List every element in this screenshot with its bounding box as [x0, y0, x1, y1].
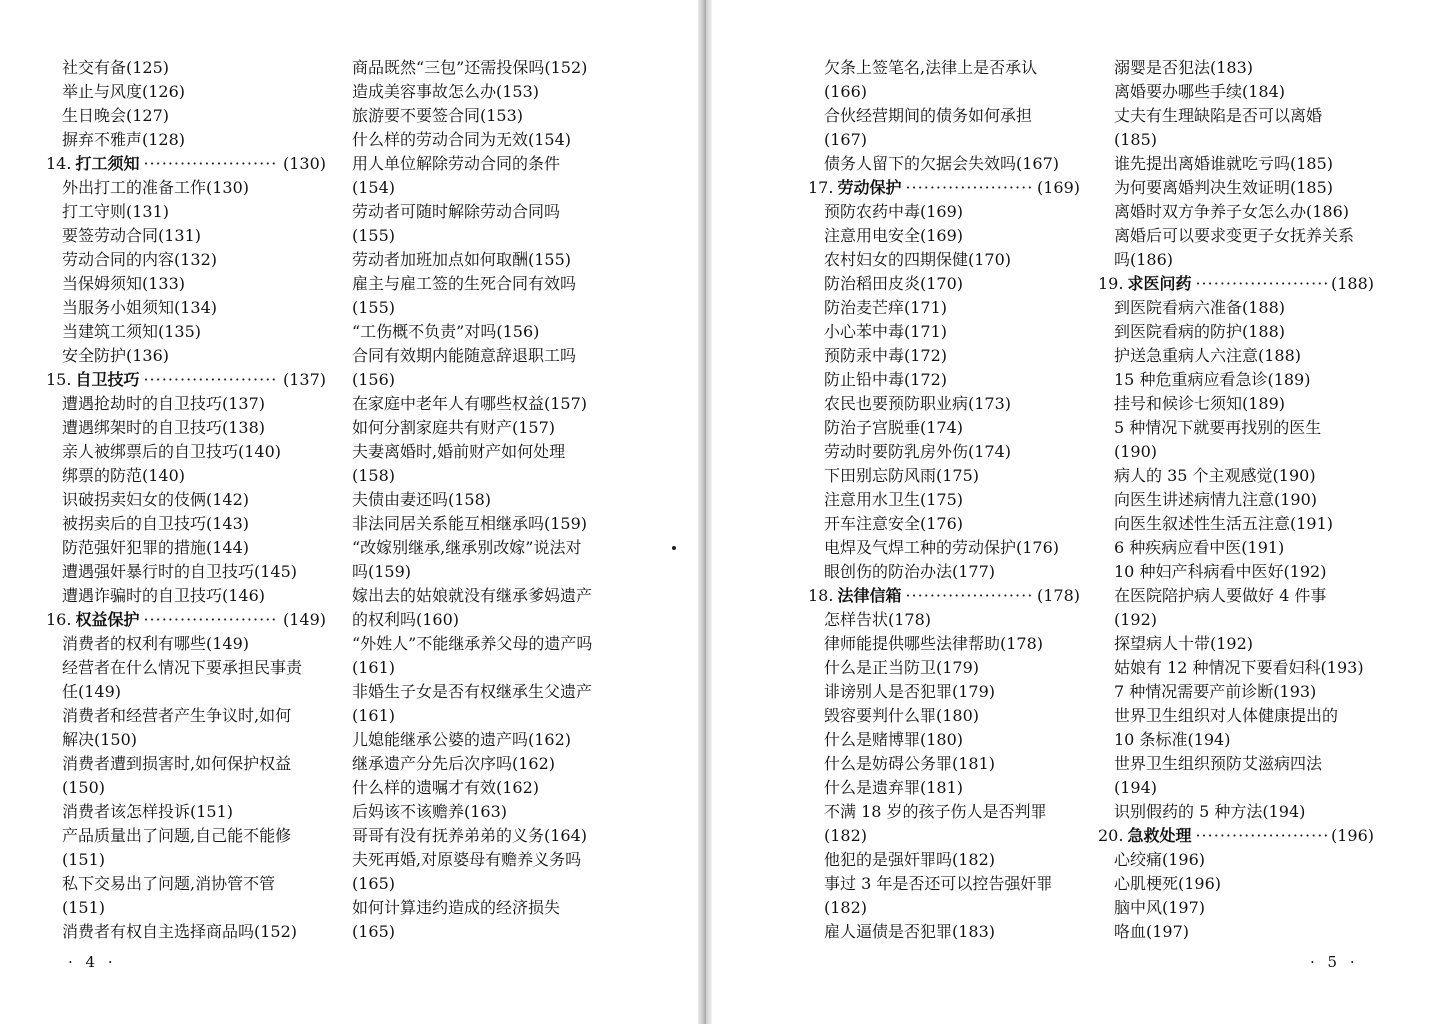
section-heading: [46, 368, 326, 392]
right-page: [712, 0, 1440, 1024]
toc-entry: 在医院陪护病人要做好 4 件事: [1114, 586, 1327, 605]
toc-entry: 向医生叙述性生活五注意(191): [1114, 514, 1334, 533]
section-title: 自卫技巧: [75, 370, 140, 389]
toc-entry: 7 种情况需要产前诊断(193): [1114, 682, 1317, 701]
toc-entry: 探望病人十带(192): [1114, 634, 1254, 653]
toc-entry: 咯血(197): [1114, 922, 1190, 941]
toc-entry-continuation: (185): [1114, 130, 1158, 149]
toc-entry: 预防汞中毒(172): [824, 346, 948, 365]
toc-entry: 什么是妨碍公务罪(181): [824, 754, 996, 773]
toc-entry: 谁先提出离婚谁就吃亏吗(185): [1114, 154, 1334, 173]
toc-entry: 护送急重病人六注意(188): [1114, 346, 1302, 365]
section-number: 15.: [46, 370, 72, 389]
toc-entry: 雇主与雇工签的生死合同有效吗: [352, 274, 577, 293]
section-number: 20.: [1098, 826, 1124, 845]
toc-entry: (155): [352, 226, 396, 245]
toc-entry: 产品质量出了问题,自己能不能修: [62, 826, 292, 845]
toc-entry: 什么是正当防卫(179): [824, 658, 980, 677]
leader-dots: [1195, 824, 1327, 848]
toc-entry: “外姓人”不能继承养父母的遗产吗: [352, 634, 593, 653]
toc-entry: 儿媳能继承公婆的遗产吗(162): [352, 730, 572, 749]
toc-entry: “工伤概不负责”对吗(156): [352, 322, 540, 341]
toc-entry: 在家庭中老年人有哪些权益(157): [352, 394, 588, 413]
section-heading: [1098, 272, 1374, 296]
toc-entry: 夫债由妻还吗(158): [352, 490, 492, 509]
section-page-number: (130): [282, 154, 326, 173]
toc-entry: 商品既然“三包”还需投保吗(152): [352, 58, 588, 77]
toc-entry: 遭遇强奸暴行时的自卫技巧(145): [62, 562, 298, 581]
toc-entry: 15 种危重病应看急诊(189): [1114, 370, 1311, 389]
toc-entry-continuation: (194): [1114, 778, 1158, 797]
leader-dots: [143, 368, 279, 392]
toc-entry-continuation: 解决(150): [62, 730, 138, 749]
toc-entry: (161): [352, 706, 396, 725]
leader-dots: [143, 152, 279, 176]
toc-entry: (158): [352, 466, 396, 485]
toc-entry: 防治稻田皮炎(170): [824, 274, 964, 293]
leader-dots: [905, 176, 1033, 200]
toc-entry: 识破拐卖妇女的伎俩(142): [62, 490, 250, 509]
toc-entry: 被拐卖后的自卫技巧(143): [62, 514, 250, 533]
section-title: 打工须知: [75, 154, 140, 173]
toc-entry: 不满 18 岁的孩子伤人是否判罪: [824, 802, 1047, 821]
toc-entry: (165): [352, 922, 396, 941]
toc-entry: 眼创伤的防治办法(177): [824, 562, 996, 581]
left-page-column-2: [352, 56, 614, 944]
toc-entry-continuation: (151): [62, 898, 106, 917]
toc-entry: 如何计算违约造成的经济损失: [352, 898, 561, 917]
toc-entry: 当服务小姐须知(134): [62, 298, 218, 317]
section-number: 18.: [808, 586, 834, 605]
toc-entry: 合同有效期内能随意辞退职工吗: [352, 346, 577, 365]
section-page-number: (188): [1330, 274, 1374, 293]
toc-entry: 经营者在什么情况下要承担民事责: [62, 658, 303, 677]
section-page-number: (149): [282, 610, 326, 629]
toc-entry: 脑中风(197): [1114, 898, 1206, 917]
toc-entry: 丈夫有生理缺陷是否可以离婚: [1114, 106, 1323, 125]
toc-entry: 合伙经营期间的债务如何承担: [824, 106, 1033, 125]
toc-entry: 消费者遭到损害时,如何保护权益: [62, 754, 292, 773]
leader-dots: [905, 584, 1033, 608]
toc-entry: 离婚要办哪些手续(184): [1114, 82, 1286, 101]
toc-entry: 开车注意安全(176): [824, 514, 964, 533]
toc-entry: 劳动者可随时解除劳动合同吗: [352, 202, 561, 221]
toc-entry: 律师能提供哪些法律帮助(178): [824, 634, 1044, 653]
toc-entry: 生日晚会(127): [62, 106, 170, 125]
toc-entry: 消费者的权利有哪些(149): [62, 634, 250, 653]
toc-entry: 劳动合同的内容(132): [62, 250, 218, 269]
toc-entry: 非法同居关系能互相继承吗(159): [352, 514, 588, 533]
section-number: 17.: [808, 178, 834, 197]
toc-entry: 病人的 35 个主观感觉(190): [1114, 466, 1316, 485]
toc-entry: 绑票的防范(140): [62, 466, 186, 485]
toc-entry: 防治子宫脱垂(174): [824, 418, 964, 437]
toc-entry: 吗(159): [352, 562, 412, 581]
section-page-number: (178): [1036, 586, 1080, 605]
toc-entry: 旅游要不要签合同(153): [352, 106, 524, 125]
right-page-number: · 5 ·: [1310, 953, 1359, 971]
section-heading: [808, 584, 1080, 608]
section-page-number: (196): [1330, 826, 1374, 845]
toc-entry: 什么样的劳动合同为无效(154): [352, 130, 572, 149]
section-heading: [46, 152, 326, 176]
toc-entry: 打工守则(131): [62, 202, 170, 221]
toc-entry: 向医生讲述病情九注意(190): [1114, 490, 1318, 509]
section-title: 权益保护: [75, 610, 140, 629]
left-page: [0, 0, 698, 1024]
toc-entry: 嫁出去的姑娘就没有继承爹妈遗产: [352, 586, 593, 605]
toc-entry: 什么是赌博罪(180): [824, 730, 964, 749]
toc-entry-continuation: (150): [62, 778, 106, 797]
toc-entry-continuation: (166): [824, 82, 868, 101]
toc-entry: 造成美容事故怎么办(153): [352, 82, 540, 101]
toc-entry: 下田别忘防风雨(175): [824, 466, 980, 485]
toc-entry: 电焊及气焊工种的劳动保护(176): [824, 538, 1060, 557]
toc-entry: 毁容要判什么罪(180): [824, 706, 980, 725]
toc-entry: 夫死再婚,对原婆母有赡养义务吗: [352, 850, 582, 869]
left-page-number: · 4 ·: [68, 953, 117, 971]
toc-entry-continuation: (192): [1114, 610, 1158, 629]
book-gutter: [698, 0, 712, 1024]
toc-entry: 后妈该不该赡养(163): [352, 802, 508, 821]
left-page-column-1: [46, 56, 326, 944]
toc-entry: 防范强奸犯罪的措施(144): [62, 538, 250, 557]
toc-entry: 离婚后可以要求变更子女抚养关系: [1114, 226, 1355, 245]
toc-entry: 为何要离婚判决生效证明(185): [1114, 178, 1334, 197]
toc-entry: 农民也要预防职业病(173): [824, 394, 1012, 413]
toc-entry: 姑娘有 12 种情况下要看妇科(193): [1114, 658, 1364, 677]
toc-entry: 防治麦芒痒(171): [824, 298, 948, 317]
toc-entry-continuation: 吗(186): [1114, 250, 1174, 269]
section-title: 劳动保护: [837, 178, 902, 197]
section-title: 急救处理: [1127, 826, 1192, 845]
toc-entry: 的权利吗(160): [352, 610, 460, 629]
toc-entry: 亲人被绑票后的自卫技巧(140): [62, 442, 282, 461]
section-page-number: (137): [282, 370, 326, 389]
leader-dots: [143, 608, 279, 632]
toc-entry: 5 种情况下就要再找别的医生: [1114, 418, 1322, 437]
toc-entry: 要签劳动合同(131): [62, 226, 202, 245]
section-title: 法律信箱: [837, 586, 902, 605]
section-heading: [46, 608, 326, 632]
toc-entry: 非婚生子女是否有权继承生父遗产: [352, 682, 593, 701]
section-heading: [1098, 824, 1374, 848]
toc-entry: 夫妻离婚时,婚前财产如何处理: [352, 442, 566, 461]
toc-entry: 消费者有权自主选择商品吗(152): [62, 922, 298, 941]
toc-entry: 劳动者加班加点如何取酬(155): [352, 250, 572, 269]
toc-entry: 到医院看病六准备(188): [1114, 298, 1286, 317]
toc-entry: 诽谤别人是否犯罪(179): [824, 682, 996, 701]
toc-entry: 防止铅中毒(172): [824, 370, 948, 389]
toc-entry: 怎样告状(178): [824, 610, 932, 629]
toc-entry: 世界卫生组织预防艾滋病四法: [1114, 754, 1323, 773]
toc-entry: 外出打工的准备工作(130): [62, 178, 250, 197]
toc-entry: 事过 3 年是否还可以控告强奸罪: [824, 874, 1053, 893]
toc-entry-continuation: (182): [824, 898, 868, 917]
toc-entry: 举止与风度(126): [62, 82, 186, 101]
toc-entry: 遭遇诈骗时的自卫技巧(146): [62, 586, 266, 605]
toc-entry: 消费者和经营者产生争议时,如何: [62, 706, 292, 725]
toc-entry: 社交有备(125): [62, 58, 170, 77]
toc-entry: 消费者该怎样投诉(151): [62, 802, 234, 821]
toc-entry: 什么是遗弃罪(181): [824, 778, 964, 797]
toc-entry: 挂号和候诊七须知(189): [1114, 394, 1286, 413]
toc-entry: “改嫁别继承,继承别改嫁”说法对: [352, 538, 582, 557]
right-page-column-1: [808, 56, 1080, 944]
toc-entry: 世界卫生组织对人体健康提出的: [1114, 706, 1339, 725]
toc-entry: 心绞痛(196): [1114, 850, 1206, 869]
toc-entry: (165): [352, 874, 396, 893]
toc-entry: 小心苯中毒(171): [824, 322, 948, 341]
toc-entry-continuation: (167): [824, 130, 868, 149]
toc-entry-continuation: (190): [1114, 442, 1158, 461]
toc-entry: 继承遗产分先后次序吗(162): [352, 754, 556, 773]
toc-entry: (156): [352, 370, 396, 389]
toc-entry: 用人单位解除劳动合同的条件: [352, 154, 561, 173]
toc-entry: 哥哥有没有抚养弟弟的义务(164): [352, 826, 588, 845]
section-page-number: (169): [1036, 178, 1080, 197]
toc-entry: 遭遇抢劫时的自卫技巧(137): [62, 394, 266, 413]
toc-entry: 注意用电安全(169): [824, 226, 964, 245]
toc-entry: 私下交易出了问题,消协管不管: [62, 874, 276, 893]
toc-entry: 安全防护(136): [62, 346, 170, 365]
section-number: 19.: [1098, 274, 1124, 293]
toc-entry: 当保姆须知(133): [62, 274, 186, 293]
toc-entry: 如何分割家庭共有财产(157): [352, 418, 556, 437]
toc-entry: 摒弃不雅声(128): [62, 130, 186, 149]
section-number: 14.: [46, 154, 72, 173]
toc-entry: 欠条上签笔名,法律上是否承认: [824, 58, 1038, 77]
toc-entry: (155): [352, 298, 396, 317]
toc-entry: 6 种疾病应看中医(191): [1114, 538, 1285, 557]
toc-entry: (161): [352, 658, 396, 677]
section-title: 求医问药: [1127, 274, 1192, 293]
toc-entry: 预防农药中毒(169): [824, 202, 964, 221]
toc-entry-continuation: (151): [62, 850, 106, 869]
right-page-column-2: [1098, 56, 1374, 944]
toc-entry: 债务人留下的欠据会失效吗(167): [824, 154, 1060, 173]
leader-dots: [1195, 272, 1327, 296]
toc-entry: 到医院看病的防护(188): [1114, 322, 1286, 341]
toc-entry: 他犯的是强奸罪吗(182): [824, 850, 996, 869]
toc-entry: 遭遇绑架时的自卫技巧(138): [62, 418, 266, 437]
toc-entry: (154): [352, 178, 396, 197]
toc-entry-continuation: (182): [824, 826, 868, 845]
toc-entry: 离婚时双方争养子女怎么办(186): [1114, 202, 1350, 221]
toc-entry: 心肌梗死(196): [1114, 874, 1222, 893]
toc-entry: 10 种妇产科病看中医好(192): [1114, 562, 1327, 581]
section-heading: [808, 176, 1080, 200]
stray-dot: [672, 546, 676, 550]
toc-entry: 劳动时要防乳房外伤(174): [824, 442, 1012, 461]
toc-entry: 当建筑工须知(135): [62, 322, 202, 341]
toc-entry: 识别假药的 5 种方法(194): [1114, 802, 1306, 821]
toc-entry: 雇人逼债是否犯罪(183): [824, 922, 996, 941]
toc-entry-continuation: 任(149): [62, 682, 122, 701]
toc-entry-continuation: 10 条标准(194): [1114, 730, 1231, 749]
toc-entry: 农村妇女的四期保健(170): [824, 250, 1012, 269]
toc-entry: 溺婴是否犯法(183): [1114, 58, 1254, 77]
section-number: 16.: [46, 610, 72, 629]
toc-entry: 注意用水卫生(175): [824, 490, 964, 509]
toc-entry: 什么样的遗嘱才有效(162): [352, 778, 540, 797]
